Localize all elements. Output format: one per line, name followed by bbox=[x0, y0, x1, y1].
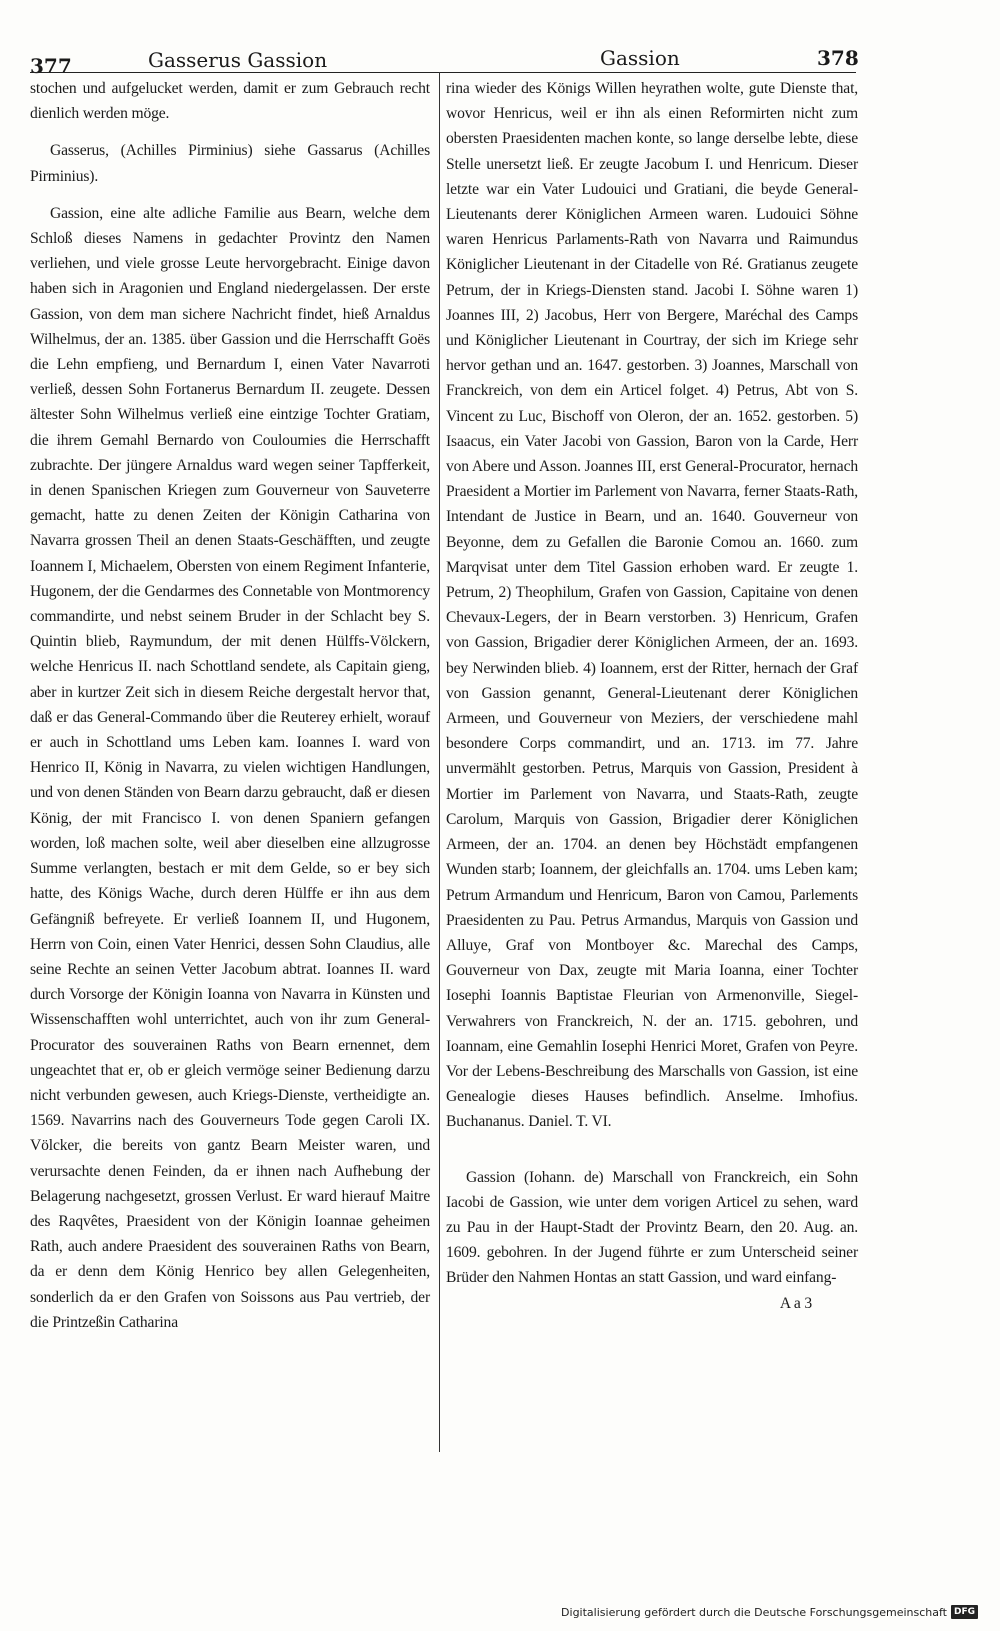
left-column bbox=[30, 76, 430, 1335]
signature-mark: A a 3 bbox=[779, 1294, 812, 1312]
paragraph-continuation: stochen und aufgelucket werden, damit er zum Gebrauch recht dienlich werden möge. bbox=[30, 80, 430, 123]
column-divider bbox=[439, 72, 440, 1452]
right-running-head: Gassion bbox=[600, 46, 680, 70]
right-page-number: 378 bbox=[817, 46, 859, 70]
right-column bbox=[446, 76, 858, 1316]
left-running-head: Gasserus Gassion bbox=[148, 48, 328, 72]
entry-gassion-family: Gassion, eine alte adliche Familie aus Bearn, welche dem Schloß dieses Namens in gedachter Provintz den Namen verliehen, und viele grosse Leute hervorgebracht. Einige davon haben sich in Aragonien und England niedergelassen. Der erste Gassion, von dem man sichere Nachricht findet, hieß Arnaldus Wilhelmus, der an. 1385. über Gassion und die Herrschafft Goës die Lehn empfieng, und Bernardum I, einen Vater Navarroti verließ, dessen Sohn Fortanerus Bernardum II. zeugete. Dessen ältester Sohn Wilhelmus verließ eine eintzige Tochter Gratiam, die ihrem Gemahl Bernardo von Couloumies die Herrschafft zubrachte. Der jüngere Arnaldus ward wegen seiner Tapfferkeit, in denen Spanischen Kriegen zum Gouverneur von Sauveterre gemacht, hatte zu denen Zeiten der Königin Catharina von Navarra grossen Theil an denen Staats-Geschäfften, und zeugte Ioannem I, Michaelem, Obersten von einem Regiment Infanterie, Hugonem, der die Gendarmes des Connetable von Montmorency commandirte, und nebst seinem Bruder in der Schlacht bey S. Quintin blieb, Raymundum, der mit denen Hülffs-Völckern, welche Henricus II. nach Schottland sendete, als Capitain gieng, aber in kurtzer Zeit sich in diesem Reiche dergestalt hervor that, daß er das General-Commando über die Reuterey erhielt, worauf er auch in Schottland ums Leben kam. Ioannes I. ward von Henrico II, König in Navarra, zu vielen wichtigen Handlungen, und von denen Ständen von Bearn darzu gebraucht, daß er diesen König, der mit Francisco I. von denen Spaniern gefangen worden, loß machen solte, weil aber dieselben eine allzugrosse Summe verlangten, bestach er mit dem Gelde, so er bey sich hatte, des Königs Wache, durch deren Hülffe er ihn aus dem Gefängniß befreyete. Er verließ Ioannem II, und Hugonem, Herrn von Coin, einen Vater Henrici, dessen Sohn Claudius, alle seine Rechte an seinen Vetter Jacobum abtrat. Ioannes II. ward durch Vorsorge der Königin Ioanna von Navarra in Künsten und Wissenschafften wohl unterrichtet, auch von ihr zum General-Procurator des souverainen Raths von Bearn ernennet, dem ungeachtet that er, ob er gleich vermöge seiner Bedienung darzu nicht verbunden gewesen, auch Kriegs-Dienste, vertheidigte an. 1569. Navarrins nach des Gouverneurs Tode gegen Caroli IX. Völcker, die bereits von gantz Bearn Meister waren, und verursachte denen Feinden, da er ihnen nach Aufhebung der Belagerung nachgesetzt, grossen Verlust. Er ward hierauf Maitre des Raqvêtes, Praesident von der Königin Ioannae geheimen Rath, auch andere Praesident des souverainen Raths von Bearn, da er denn dem König Henrico bey allen Gelegenheiten, sonderlich da er den Grafen von Soissons aus Pau vertrieb, der die Printzeßin Catharina bbox=[30, 204, 430, 1331]
footer-credit: Digitalisierung gefördert durch die Deutsche Forschungsgemeinschaft bbox=[561, 1605, 947, 1619]
dfg-logo: DFG bbox=[951, 1605, 978, 1619]
entry-gassion-family-continued: rina wieder des Königs Willen heyrathen wolte, gute Dienste that, wovor Henricus, weil er ihn als einen Reformirten nicht zum obersten Praesidenten machen konte, so lange derselbe lebte, diese Stelle unersetzt ließ. Er zeugte Jacobum I. und Henricum. Dieser letzte war ein Vater Ludouici und Gratiani, die beyde General-Lieutenants derer Königlichen Armeen waren. Ludouici Söhne waren Henricus Parlaments-Rath von Navarra und Raimundus Königlicher Lieutenant in der Citadelle von Ré. Gratianus zeugete Petrum, der in Kriegs-Diensten stand. Jacobi I. Söhne waren 1) Joannes III, 2) Jacobus, Herr von Bergere, Maréchal des Camps und Königlicher Lieutenant in Courtray, der sich im Kriege sehr hervor gethan und an. 1647. gestorben. 3) Joannes, Marschall von Franckreich, von dem ein Articel folget. 4) Petrus, Abt von S. Vincent zu Luc, Bischoff von Oleron, der an. 1652. gestorben. 5) Isaacus, ein Vater Jacobi von Gassion, Baron von la Carde, Herr von Abere und Asson. Joannes III, erst General-Procurator, hernach Praesident a Mortier im Parlement von Navarra, ferner Staats-Rath, Intendant de Justice in Bearn, und an. 1640. Gouverneur von Beyonne, dem zu Gefallen die Baronie Comou an. 1660. zum Marqvisat unter dem Titel Gassion erhoben ward. Er zeugte 1. Petrum, 2) Theophilum, Grafen von Gassion, Capitaine von denen Chevaux-Legers, der in Bearn verstorben. 3) Henricum, Grafen von Gassion, Brigadier derer Königlichen Armeen, der an. 1693. bey Nerwinden blieb. 4) Ioannem, erst der Ritter, hernach der Graf von Gassion genannt, General-Lieutenant derer Königlichen Armeen, und Gouverneur von Meziers, der verschiedene mahl besondere Corps commandirt, und an. 1713. im 77. Jahre unvermählt gestorben. Petrus, Marquis von Gassion, President à Mortier im Parlement von Navarra, und Staats-Rath, zeugte Carolum, Marquis von Gassion, Brigadier derer Königlichen Armeen, der an. 1704. an denen bey Höchstädt empfangenen Wunden starb; Ioannem, der gleichfalls an. 1704. ums Leben kam; Petrum Armandum und Henricum, Baron von Camou, Parlements Praesidenten zu Pau. Petrus Armandus, Marquis von Gassion und Alluye, Graf von Montboyer &c. Marechal des Camps, Gouverneur von Dax, zeugte mit Maria Ioanna, einer Tochter Iosephi Ioannis Baptistae Fleurian von Armenonville, Siegel-Verwahrers von Franckreich, N. der an. 1715. gebohren, und Ioannam, eine Gemahlin Iosephi Henrici Moret, Grafen von Peyre. Vor der Lebens-Beschreibung des Marschalls von Gassion, ist eine Genealogie dieses Hauses befindlich. Anselme. Imhofius. Buchananus. Daniel. T. VI. bbox=[446, 80, 858, 1131]
entry-gassion-iohann: Gassion (Iohann. de) Marschall von Franckreich, ein Sohn Iacobi de Gassion, wie unter dem vorigen Articel zu sehen, ward zu Pau in der Haupt-Stadt der Provintz Bearn, den 20. Aug. an. 1609. gebohren. In der Jugend führte er zum Unterscheid seiner Brüder den Nahmen Hontas an statt Gassion, und ward einfang- bbox=[446, 1168, 858, 1287]
entry-gasserus: Gasserus, (Achilles Pirminius) siehe Gassarus (Achilles Pirminius). bbox=[30, 142, 430, 185]
digitization-footer bbox=[561, 1605, 978, 1619]
header-rule bbox=[30, 72, 856, 73]
left-page-number: 377 bbox=[30, 54, 72, 78]
